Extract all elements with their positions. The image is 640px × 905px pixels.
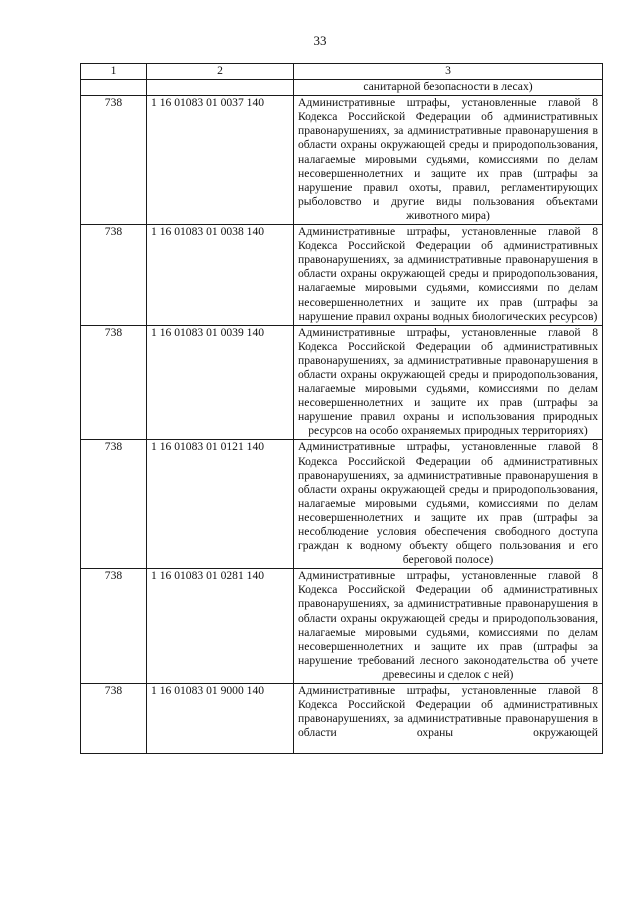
page-number: 33 <box>313 33 327 48</box>
income-code-cell: 1 16 01083 01 9000 140 <box>147 684 294 754</box>
table-row <box>81 569 603 684</box>
table-row <box>81 325 603 440</box>
income-code-cell: 1 16 01083 01 0039 140 <box>147 325 294 440</box>
income-code-cell: 1 16 01083 01 0281 140 <box>147 569 294 684</box>
description-cell: Административные штрафы, установленные главой 8 Кодекса Российской Федерации об административных правонарушениях, за административные правонарушения в области охраны окружающей среды и природопользования, налагаемые мировыми судьями, комиссиями по делам несовершеннолетних и защите их прав (штрафы за нарушение правил охраны и использования природных ресурсов на особо охраняемых природных территориях) <box>294 325 603 440</box>
table-row <box>81 96 603 225</box>
admin-code-cell: 738 <box>81 225 147 326</box>
table-row <box>81 684 603 754</box>
admin-code-cell: 738 <box>81 325 147 440</box>
income-code-cell: 1 16 01083 01 0121 140 <box>147 440 294 569</box>
column-header-3: 3 <box>294 64 603 80</box>
description-cell: Административные штрафы, установленные главой 8 Кодекса Российской Федерации об административных правонарушениях, за административные правонарушения в области охраны окружающей среды и природопользования, налагаемые мировыми судьями, комиссиями по делам несовершеннолетних и защите их прав (штрафы за нарушение требований лесного законодательства об учете древесины и сделок с ней) <box>294 569 603 684</box>
column-header-2: 2 <box>147 64 294 80</box>
description-cell: Административные штрафы, установленные главой 8 Кодекса Российской Федерации об административных правонарушениях, за административные правонарушения в области охраны окружающей среды и природопользования, налагаемые мировыми судьями, комиссиями по делам несовершеннолетних и защите их прав (штрафы за несоблюдение условия обеспечения свободного доступа граждан к водному объекту общего пользования и его береговой полосе) <box>294 440 603 569</box>
admin-code-cell: 738 <box>81 569 147 684</box>
column-header-1: 1 <box>81 64 147 80</box>
income-code-cell: 1 16 01083 01 0037 140 <box>147 96 294 225</box>
budget-classification-table <box>80 63 603 754</box>
table-row <box>81 440 603 569</box>
table-row-continuation <box>81 80 603 96</box>
admin-code-cell <box>81 80 147 96</box>
description-continuation: санитарной безопасности в лесах) <box>294 80 603 96</box>
income-code-cell: 1 16 01083 01 0038 140 <box>147 225 294 326</box>
income-code-cell <box>147 80 294 96</box>
description-cell: Административные штрафы, установленные главой 8 Кодекса Российской Федерации об административных правонарушениях, за административные правонарушения в области охраны окружающей <box>294 684 603 754</box>
admin-code-cell: 738 <box>81 684 147 754</box>
description-cell: Административные штрафы, установленные главой 8 Кодекса Российской Федерации об административных правонарушениях, за административные правонарушения в области охраны окружающей среды и природопользования, налагаемые мировыми судьями, комиссиями по делам несовершеннолетних и защите их прав (штрафы за нарушение правил охоты, правил, регламентирующих рыболовство и другие виды пользования объектами животного мира) <box>294 96 603 225</box>
admin-code-cell: 738 <box>81 96 147 225</box>
description-cell: Административные штрафы, установленные главой 8 Кодекса Российской Федерации об административных правонарушениях, за административные правонарушения в области охраны окружающей среды и природопользования, налагаемые мировыми судьями, комиссиями по делам несовершеннолетних и защите их прав (штрафы за нарушение правил охраны водных биологических ресурсов) <box>294 225 603 326</box>
table-row <box>81 225 603 326</box>
admin-code-cell: 738 <box>81 440 147 569</box>
table-header-row <box>81 64 603 80</box>
